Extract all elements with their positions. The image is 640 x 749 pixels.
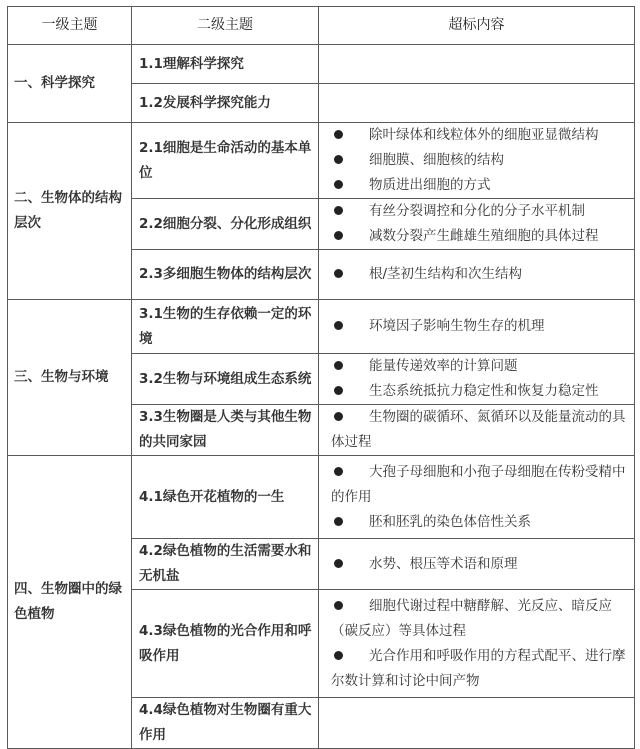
bullet-icon [334,467,343,476]
curriculum-table [7,6,635,749]
level1-cell: 二、生物体的结构层次 [8,123,132,300]
bullet-icon [334,517,343,526]
bullet-icon [334,559,343,568]
header-content: 超标内容 [319,7,635,45]
table-row [8,45,635,84]
content-cell [319,539,635,590]
list-item: 水势、根压等术语和原理 [331,552,628,577]
bullet-icon [334,321,343,330]
table-row [8,123,635,199]
level2-cell: 3.1生物的生存依赖一定的环境 [132,300,319,354]
level2-cell: 2.3多细胞生物体的结构层次 [132,250,319,300]
level2-cell: 3.2生物与环境组成生态系统 [132,354,319,405]
content-cell [319,84,635,123]
level2-cell: 1.1理解科学探究 [132,45,319,84]
content-cell [319,456,635,539]
level1-cell: 一、科学探究 [8,45,132,123]
table-row [8,456,635,539]
content-cell [319,45,635,84]
list-item: 光合作用和呼吸作用的方程式配平、进行摩尔数计算和讨论中间产物 [331,647,626,689]
list-item: 能量传递效率的计算问题 [331,354,628,379]
header-row [8,7,635,45]
level2-cell: 4.3绿色植物的光合作用和呼吸作用 [132,590,319,698]
content-cell [319,354,635,405]
bullet-icon [334,361,343,370]
content-cell [319,123,635,199]
content-cell [319,199,635,250]
bullet-icon [334,130,343,139]
list-item: 细胞代谢过程中糖酵解、光反应、暗反应（碳反应）等具体过程 [331,597,612,639]
bullet-icon [334,269,343,278]
header-level2: 二级主题 [132,7,319,45]
list-item: 生态系统抵抗力稳定性和恢复力稳定性 [331,379,628,404]
content-cell [319,698,635,749]
level2-cell: 2.2细胞分裂、分化形成组织 [132,199,319,250]
bullet-icon [334,180,343,189]
bullet-icon [334,231,343,240]
bullet-icon [334,651,343,660]
list-item: 大孢子母细胞和小孢子母细胞在传粉受精中的作用 [331,463,626,505]
bullet-icon [334,155,343,164]
list-item: 物质进出细胞的方式 [331,173,628,198]
list-item: 除叶绿体和线粒体外的细胞亚显微结构 [331,123,628,148]
level2-cell: 1.2发展科学探究能力 [132,84,319,123]
level2-cell: 3.3生物圈是人类与其他生物的共同家园 [132,405,319,456]
level1-cell: 四、生物圈中的绿色植物 [8,456,132,749]
content-cell [319,300,635,354]
table-row [8,300,635,354]
list-item: 胚和胚乳的染色体倍性关系 [331,510,628,535]
list-item: 细胞膜、细胞核的结构 [331,148,628,173]
bullet-icon [334,601,343,610]
list-item: 根/茎初生结构和次生结构 [331,262,628,287]
list-item: 减数分裂产生雌雄生殖细胞的具体过程 [331,224,628,249]
content-cell [319,405,635,456]
level2-cell: 4.4绿色植物对生物圈有重大作用 [132,698,319,749]
bullet-icon [334,206,343,215]
list-item: 生物圈的碳循环、氮循环以及能量流动的具体过程 [331,409,626,450]
bullet-icon [334,386,343,395]
list-item: 有丝分裂调控和分化的分子水平机制 [331,199,628,224]
level1-cell: 三、生物与环境 [8,300,132,456]
level2-cell: 2.1细胞是生命活动的基本单位 [132,123,319,199]
level2-cell: 4.2绿色植物的生活需要水和无机盐 [132,539,319,590]
content-cell [319,590,635,698]
list-item: 环境因子影响生物生存的机理 [331,314,628,339]
content-cell [319,250,635,300]
bullet-icon [334,412,343,421]
header-level1: 一级主题 [8,7,132,45]
level2-cell: 4.1绿色开花植物的一生 [132,456,319,539]
